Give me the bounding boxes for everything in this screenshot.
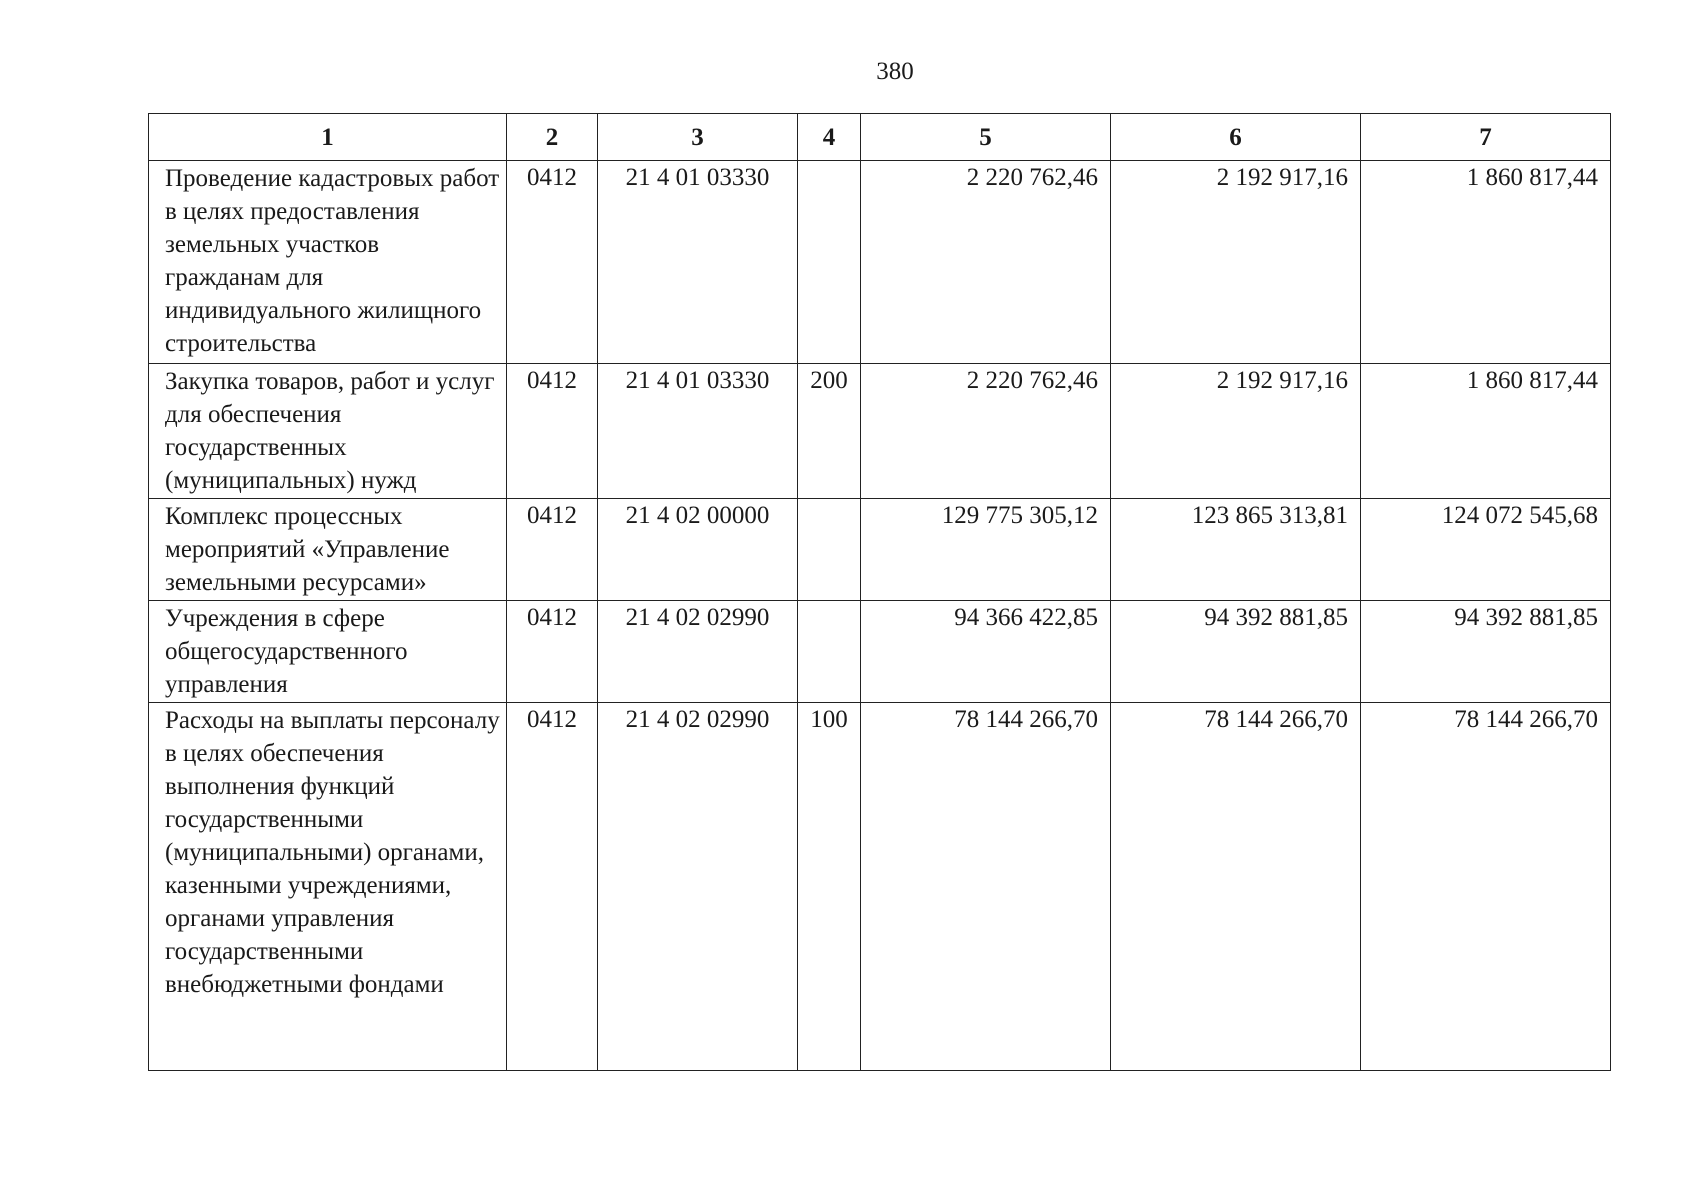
row-section: 0412 — [507, 703, 598, 1071]
row-value-7: 94 392 881,85 — [1361, 601, 1611, 703]
page-number: 380 — [876, 58, 914, 85]
header-col-4: 4 — [798, 114, 861, 161]
row-type — [798, 161, 861, 364]
header-col-1: 1 — [149, 114, 507, 161]
row-value-7: 1 860 817,44 — [1361, 161, 1611, 364]
row-name: Расходы на выплаты персоналу в целях обеспечения выполнения функций государственными (муниципальными) органами, казенными учреждениями, органами управления государственными внебюджетными фондами — [149, 703, 507, 1071]
row-target: 21 4 02 02990 — [598, 601, 798, 703]
table-row — [149, 703, 1611, 1071]
table-row — [149, 499, 1611, 601]
row-name: Закупка товаров, работ и услуг для обеспечения государственных (муниципальных) нужд — [149, 364, 507, 499]
row-target: 21 4 01 03330 — [598, 161, 798, 364]
row-value-5: 2 220 762,46 — [861, 364, 1111, 499]
row-value-6: 94 392 881,85 — [1111, 601, 1361, 703]
table-row — [149, 364, 1611, 499]
row-type: 200 — [798, 364, 861, 499]
header-col-3: 3 — [598, 114, 798, 161]
table-row — [149, 161, 1611, 364]
row-type — [798, 499, 861, 601]
row-value-6: 78 144 266,70 — [1111, 703, 1361, 1071]
row-section: 0412 — [507, 601, 598, 703]
header-col-2: 2 — [507, 114, 598, 161]
row-value-7: 1 860 817,44 — [1361, 364, 1611, 499]
row-target: 21 4 01 03330 — [598, 364, 798, 499]
row-value-5: 129 775 305,12 — [861, 499, 1111, 601]
header-row — [149, 114, 1611, 161]
row-section: 0412 — [507, 499, 598, 601]
row-value-5: 78 144 266,70 — [861, 703, 1111, 1071]
row-value-7: 78 144 266,70 — [1361, 703, 1611, 1071]
row-value-6: 123 865 313,81 — [1111, 499, 1361, 601]
header-col-7: 7 — [1361, 114, 1611, 161]
header-col-6: 6 — [1111, 114, 1361, 161]
row-value-5: 94 366 422,85 — [861, 601, 1111, 703]
row-value-6: 2 192 917,16 — [1111, 364, 1361, 499]
row-value-7: 124 072 545,68 — [1361, 499, 1611, 601]
row-type: 100 — [798, 703, 861, 1071]
row-section: 0412 — [507, 161, 598, 364]
row-name: Учреждения в сфере общегосударственного управления — [149, 601, 507, 703]
row-target: 21 4 02 02990 — [598, 703, 798, 1071]
row-name: Комплекс процессных мероприятий «Управление земельными ресурсами» — [149, 499, 507, 601]
row-target: 21 4 02 00000 — [598, 499, 798, 601]
row-type — [798, 601, 861, 703]
row-section: 0412 — [507, 364, 598, 499]
table-row — [149, 601, 1611, 703]
row-value-6: 2 192 917,16 — [1111, 161, 1361, 364]
budget-table — [148, 113, 1611, 1071]
row-name: Проведение кадастровых работ в целях предоставления земельных участков гражданам для индивидуального жилищного строительства — [149, 161, 507, 364]
header-col-5: 5 — [861, 114, 1111, 161]
row-value-5: 2 220 762,46 — [861, 161, 1111, 364]
